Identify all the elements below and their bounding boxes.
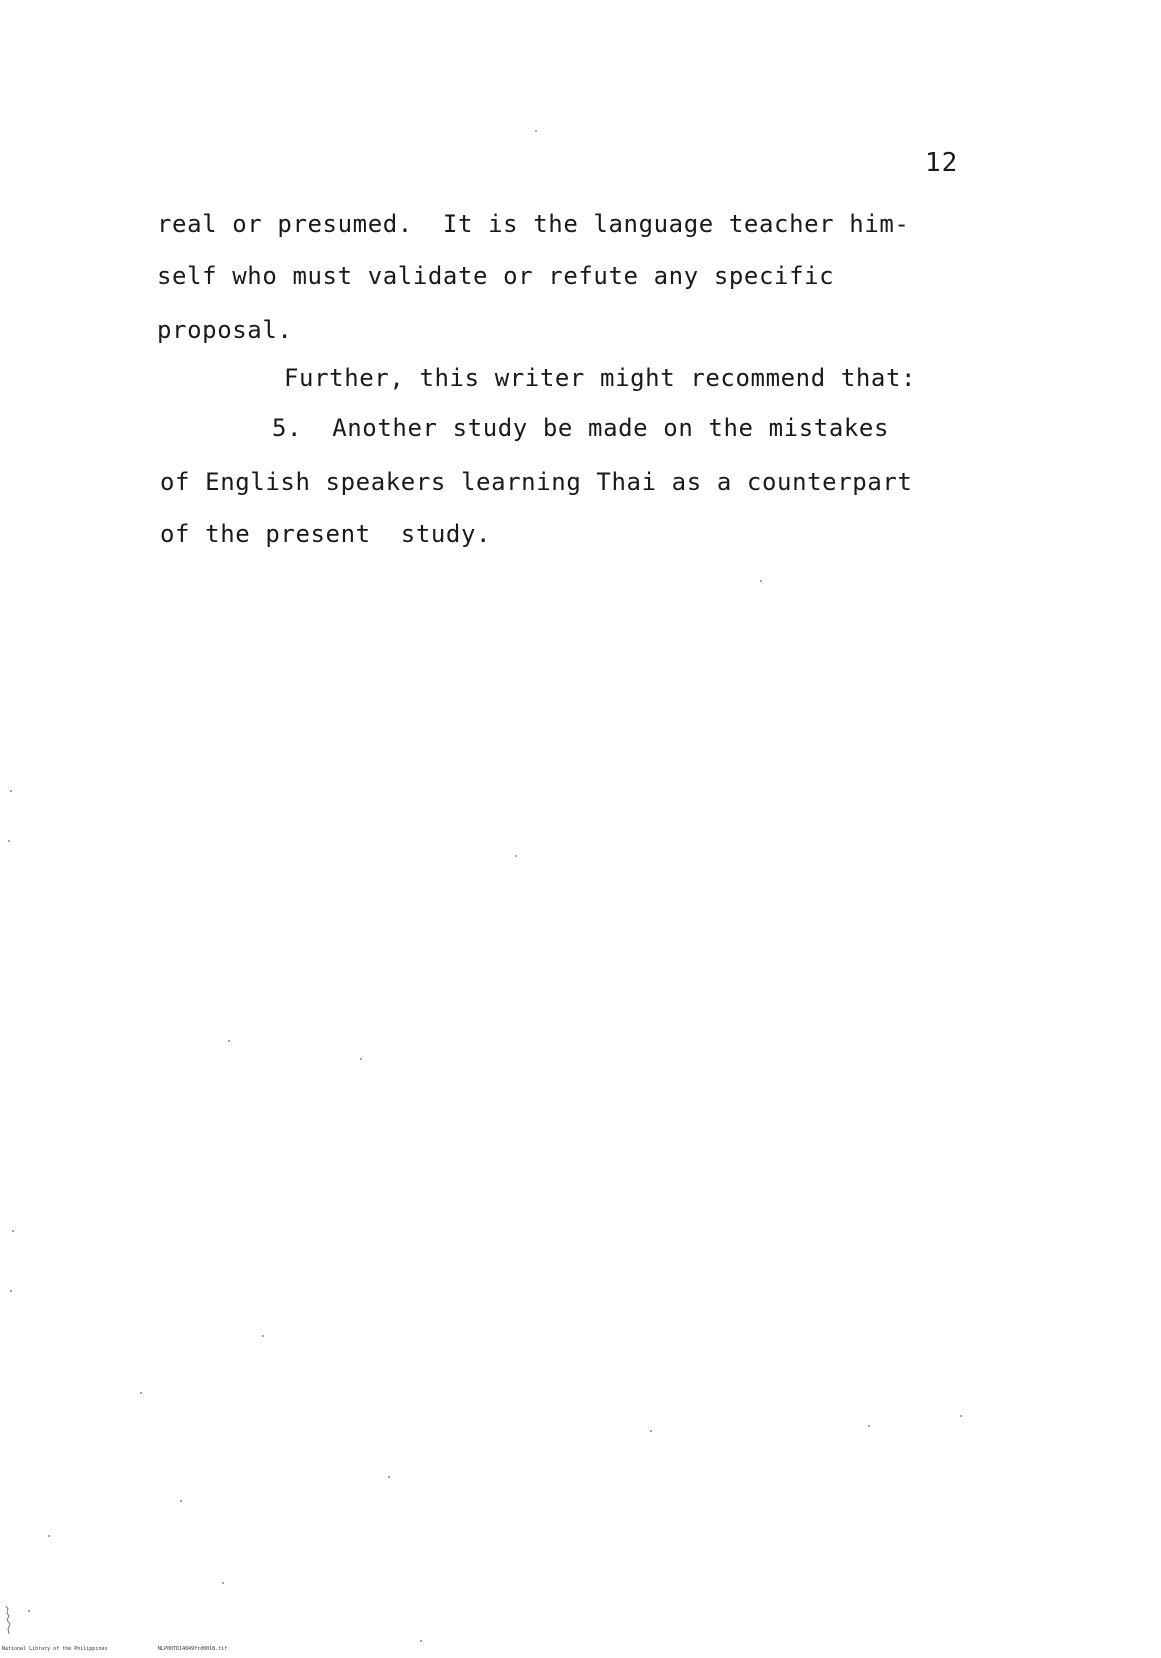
scan-edge-mark	[4, 1604, 14, 1638]
text-line-1: real or presumed. It is the language teacher him-	[157, 210, 910, 238]
scan-speck	[48, 1535, 50, 1537]
scan-speck	[360, 1058, 362, 1060]
scan-speck	[8, 840, 10, 842]
footer-filename: NLP00TD14849ftd0018.tif	[158, 1646, 228, 1652]
scan-speck	[140, 1392, 142, 1394]
scan-speck	[388, 1476, 390, 1478]
scan-speck	[180, 1500, 182, 1502]
text-line-3: proposal.	[157, 316, 293, 344]
page-number: 12	[925, 148, 959, 178]
text-line-7: of the present study.	[160, 520, 492, 548]
scan-speck	[650, 1430, 652, 1432]
scan-speck	[262, 1335, 264, 1337]
scan-speck	[868, 1425, 870, 1427]
scan-speck	[10, 790, 12, 792]
scan-speck	[515, 855, 517, 857]
scan-speck	[10, 1290, 12, 1292]
footer-library: National Library of the Philippines	[2, 1646, 108, 1652]
scan-speck	[960, 1415, 962, 1417]
scan-speck	[535, 130, 537, 132]
paragraph-further: Further, this writer might recommend that:	[284, 364, 917, 392]
recommendation-5: 5. Another study be made on the mistakes	[272, 414, 890, 442]
text-line-6: of English speakers learning Thai as a counterpart	[160, 468, 913, 496]
scan-speck	[420, 1640, 422, 1642]
scan-speck	[28, 1610, 30, 1612]
scan-speck	[760, 580, 762, 582]
scan-speck	[228, 1040, 230, 1042]
scan-speck	[12, 1230, 14, 1232]
scan-speck	[222, 1582, 224, 1584]
text-line-2: self who must validate or refute any specific	[157, 262, 835, 290]
